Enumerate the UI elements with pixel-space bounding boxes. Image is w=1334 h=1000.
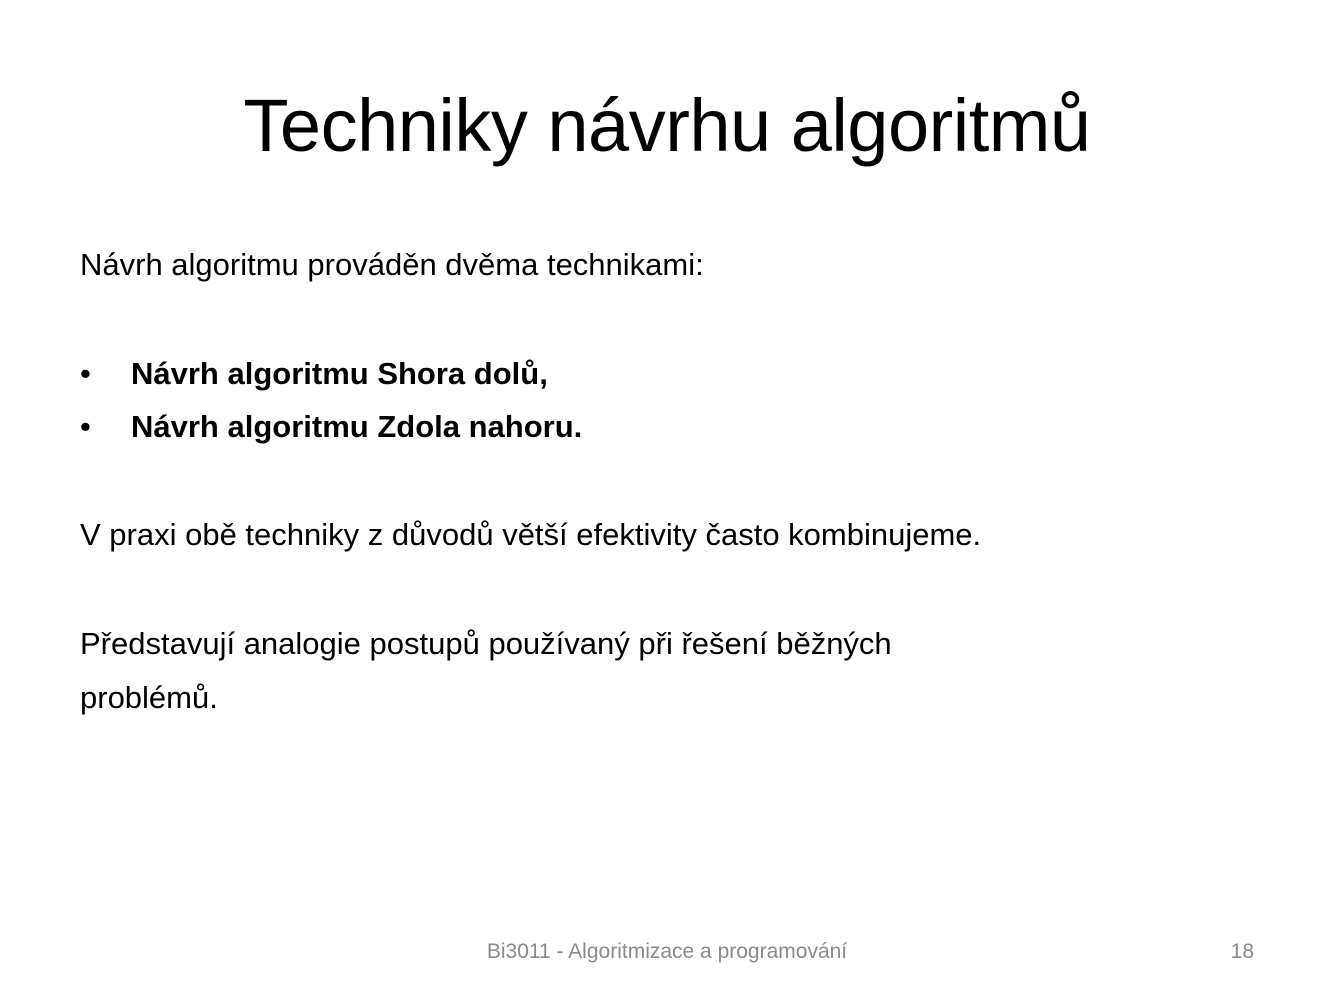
bullet-list	[80, 347, 1280, 453]
bullet-item	[80, 400, 1280, 453]
bullet-item	[80, 347, 1280, 400]
intro-text: Návrh algoritmu prováděn dvěma technikami:	[80, 247, 704, 282]
footer-course-name: Bi3011 - Algoritmizace a programování	[486, 940, 848, 963]
slide-body	[80, 243, 1280, 725]
slide-title: Techniky návrhu algoritmů	[243, 84, 1091, 167]
bullet-text: Návrh algoritmu Zdola nahoru.	[131, 409, 583, 444]
bullet-icon: •	[80, 409, 91, 444]
practice-text: V praxi obě techniky z důvodů větší efektivity často kombinujeme.	[80, 517, 982, 552]
page-number: 18	[1230, 940, 1254, 963]
analogy-text: Představují analogie postupů používaný při řešení běžných problémů.	[80, 626, 892, 715]
bullet-icon: •	[80, 356, 91, 391]
bullet-text: Návrh algoritmu Shora dolů,	[131, 356, 548, 391]
